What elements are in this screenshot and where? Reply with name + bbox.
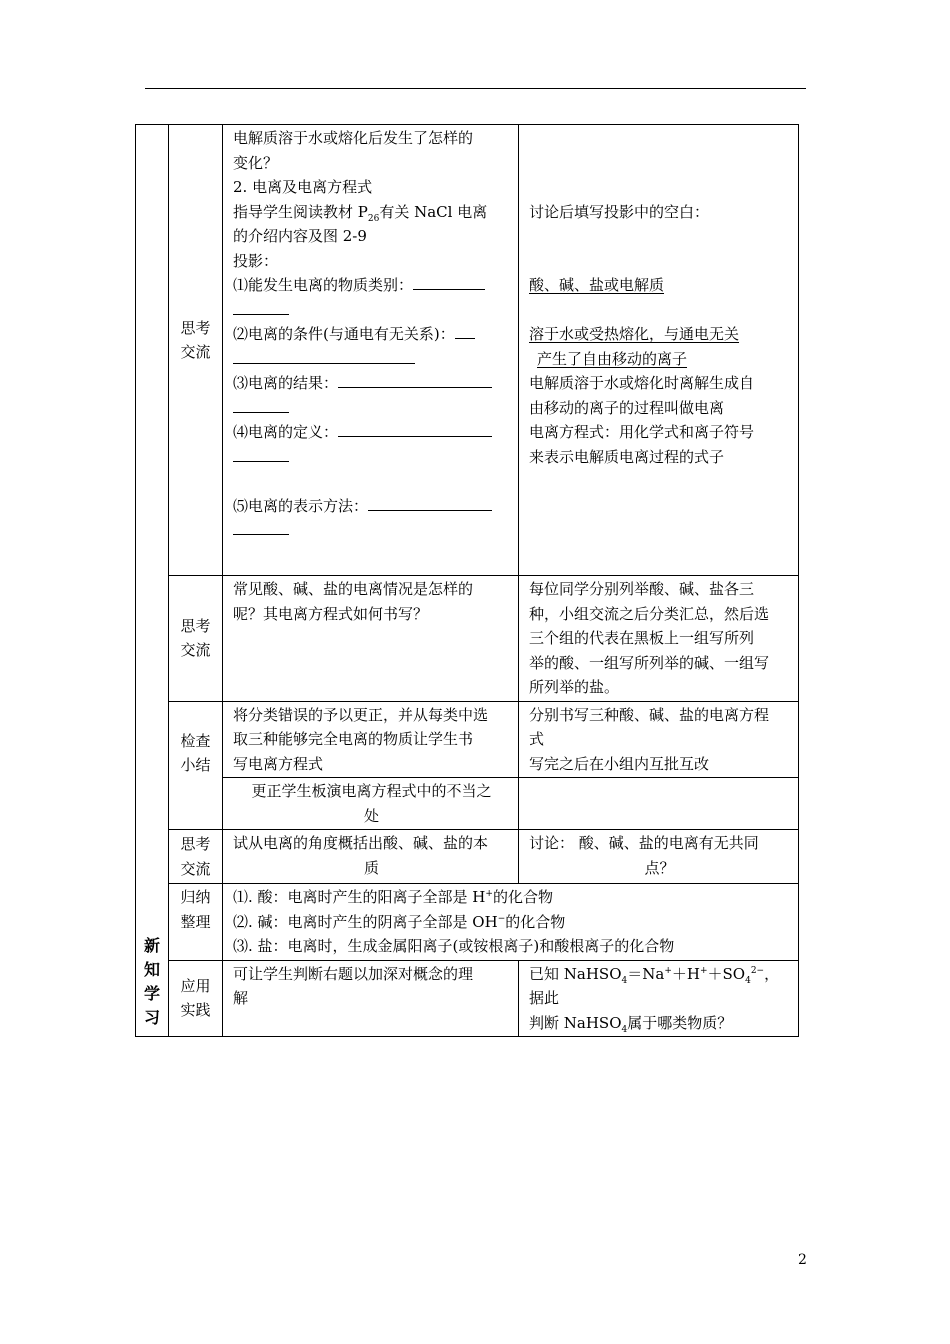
question-text: ⑴能发生电离的物质类别：: [233, 276, 414, 294]
header-rule: [145, 88, 806, 89]
superscript: 2−: [750, 965, 765, 976]
spacer-line: [529, 126, 790, 151]
text: 判断 NaHSO: [529, 1013, 622, 1032]
question-4: [233, 420, 510, 445]
phase-cell: [169, 576, 223, 702]
phase-label: 归纳整理: [180, 888, 211, 931]
section-label: 新知学习: [144, 936, 161, 1027]
student-line: 每位同学分别列举酸、碱、盐各三: [529, 580, 755, 598]
section-label-cell: [136, 125, 169, 1037]
teacher-line: [233, 200, 510, 225]
table-row: [136, 830, 799, 884]
phase-cell: [169, 960, 223, 1037]
teacher-line: 试从电离的角度概括出酸、碱、盐的本: [233, 834, 489, 852]
text: ⑵. 碱：电离时产生的阴离子全部是 OH: [233, 912, 498, 931]
text: ＋H: [671, 964, 700, 983]
student-line: 点？: [644, 858, 675, 877]
phase-cell: [169, 125, 223, 576]
text: ⑴. 酸：电离时产生的阳离子全部是 H: [233, 888, 486, 906]
teacher-line: 的介绍内容及图 2-9: [233, 227, 367, 245]
answer-4b: 由移动的离子的过程叫做电离: [529, 398, 725, 417]
student-activity-cell: [519, 960, 799, 1037]
teacher-line: 呢？其电离方程式如何书写？: [233, 604, 429, 623]
phase-label: 思考交流: [180, 616, 211, 660]
subscript: 4: [621, 975, 628, 986]
summary-base: [233, 910, 790, 935]
teacher-activity-cell: [223, 960, 519, 1037]
student-line: 种，小组交流之后分类汇总，然后选: [529, 604, 770, 623]
lesson-table: [135, 124, 799, 1037]
text: 属于哪类物质？: [627, 1013, 733, 1032]
subscript: 4: [621, 1024, 628, 1035]
student-activity-cell: [519, 701, 799, 778]
summary-cell: [223, 884, 799, 961]
student-line: 写完之后在小组内互批互改: [529, 754, 710, 773]
teacher-line: 写电离方程式: [233, 754, 324, 773]
blank-line: [233, 445, 510, 470]
teacher-line: 取三种能够完全电离的物质让学生书: [233, 730, 474, 748]
answer-3-line: [529, 347, 790, 372]
text: ＝Na: [627, 964, 665, 983]
text: 有关 NaCl 电离: [379, 202, 488, 221]
superscript: +: [485, 889, 493, 899]
question-text: ⑷电离的定义：: [233, 423, 339, 441]
teacher-line: 电解质溶于水或熔化后发生了怎样的: [233, 129, 474, 147]
table-row: [136, 778, 799, 830]
table-row: [136, 960, 799, 1037]
teacher-activity-cell: [223, 701, 519, 778]
question-5: [233, 494, 510, 519]
answer-2: 溶于水或受热熔化，与通电无关: [529, 325, 740, 343]
student-line: 分别书写三种酸、碱、盐的电离方程: [529, 705, 770, 724]
student-activity-cell: [519, 576, 799, 702]
teacher-line: 解: [233, 989, 249, 1007]
answer-4a: 电解质溶于水或熔化时离解生成自: [529, 374, 755, 392]
question-line: [529, 1011, 790, 1036]
teacher-activity-cell: [223, 576, 519, 702]
teacher-line: 将分类错误的予以更正，并从每类中选: [233, 705, 489, 724]
blank-line: [233, 518, 510, 543]
phase-label: 思考交流: [180, 318, 211, 361]
teacher-line: 更正学生板演电离方程式中的不当之: [251, 782, 492, 800]
student-line: 式: [529, 730, 545, 748]
teacher-line: 常见酸、碱、盐的电离情况是怎样的: [233, 580, 474, 598]
question-text: ⑵电离的条件(与通电有无关系)：: [233, 325, 455, 343]
table-row: [136, 884, 799, 961]
question-text: ⑸电离的表示方法：: [233, 496, 369, 515]
table-row: [136, 125, 799, 576]
teacher-line: 2. 电离及电离方程式: [233, 178, 373, 196]
question-2: [233, 322, 510, 347]
student-line: 举的酸、一组写所列举的碱、一组写: [529, 653, 770, 672]
phase-label: 检查小结: [180, 731, 211, 774]
equation-line: [529, 962, 790, 1011]
spacer-line: [233, 469, 510, 494]
teacher-line: 质: [363, 858, 379, 877]
phase-label: 应用实践: [180, 976, 211, 1020]
text: ＋SO: [707, 964, 746, 983]
fill-blank: [338, 372, 492, 388]
teacher-activity-cell: [223, 125, 519, 576]
phase-cell: [169, 830, 223, 884]
page-number: 2: [798, 1252, 807, 1268]
student-activity-cell: [519, 830, 799, 884]
spacer-line: [529, 151, 790, 176]
teacher-line: 投影：: [233, 251, 279, 270]
text: 已知 NaHSO: [529, 964, 622, 983]
text: 的化合物: [492, 888, 553, 906]
fill-blank: [233, 299, 289, 315]
text: 指导学生阅读教材 P: [233, 202, 368, 221]
teacher-activity-cell: [223, 778, 519, 830]
answer-5b: 来表示电解质电离过程的式子: [529, 447, 725, 466]
superscript: −: [497, 913, 506, 924]
fill-blank: [368, 495, 492, 511]
spacer-line: [529, 175, 790, 200]
blank-line: [233, 347, 510, 372]
question-3: [233, 371, 510, 396]
spacer-line: [529, 298, 790, 323]
summary-salt: ⑶. 盐：电离时，生成金属阳离子(或铵根离子)和酸根离子的化合物: [233, 937, 675, 955]
summary-acid: [233, 885, 790, 910]
fill-blank: [233, 446, 289, 462]
student-line: 讨论： 酸、碱、盐的电离有无共同: [529, 834, 759, 852]
fill-blank: [233, 397, 289, 413]
superscript: +: [664, 965, 672, 976]
fill-blank: [413, 274, 485, 290]
phase-label: 思考交流: [180, 835, 211, 878]
teacher-line: 处: [363, 806, 379, 825]
fill-blank: [338, 421, 492, 437]
table-row: [136, 576, 799, 702]
text: 的化合物: [505, 912, 566, 931]
question-text: ⑶电离的结果：: [233, 374, 339, 392]
fill-blank: [233, 348, 415, 364]
table-row: [136, 701, 799, 778]
student-activity-cell: [519, 778, 799, 830]
text: ，据此: [529, 964, 780, 1007]
subscript: 26: [367, 213, 380, 224]
answer-3: 产生了自由移动的离子: [537, 349, 688, 368]
blank-line: [233, 298, 510, 323]
student-line: 讨论后填写投影中的空白：: [529, 202, 710, 221]
superscript: +: [699, 965, 708, 976]
phase-cell: [169, 884, 223, 961]
teacher-line: 可让学生判断右题以加深对概念的理: [233, 964, 474, 983]
spacer-line: [529, 224, 790, 249]
teacher-activity-cell: [223, 830, 519, 884]
answer-5a: 电离方程式：用化学式和离子符号: [529, 423, 755, 441]
fill-blank: [455, 323, 475, 339]
spacer-line: [529, 249, 790, 274]
phase-cell: [169, 701, 223, 830]
blank-line: [233, 396, 510, 421]
teacher-line: 变化？: [233, 153, 279, 172]
answer-1: 酸、碱、盐或电解质: [529, 276, 665, 294]
student-line: 所列举的盐。: [529, 678, 620, 696]
student-line: 三个组的代表在黑板上一组写所列: [529, 629, 755, 647]
question-1: [233, 273, 510, 298]
subscript: 4: [745, 975, 751, 986]
fill-blank: [233, 519, 289, 535]
student-activity-cell: [519, 125, 799, 576]
